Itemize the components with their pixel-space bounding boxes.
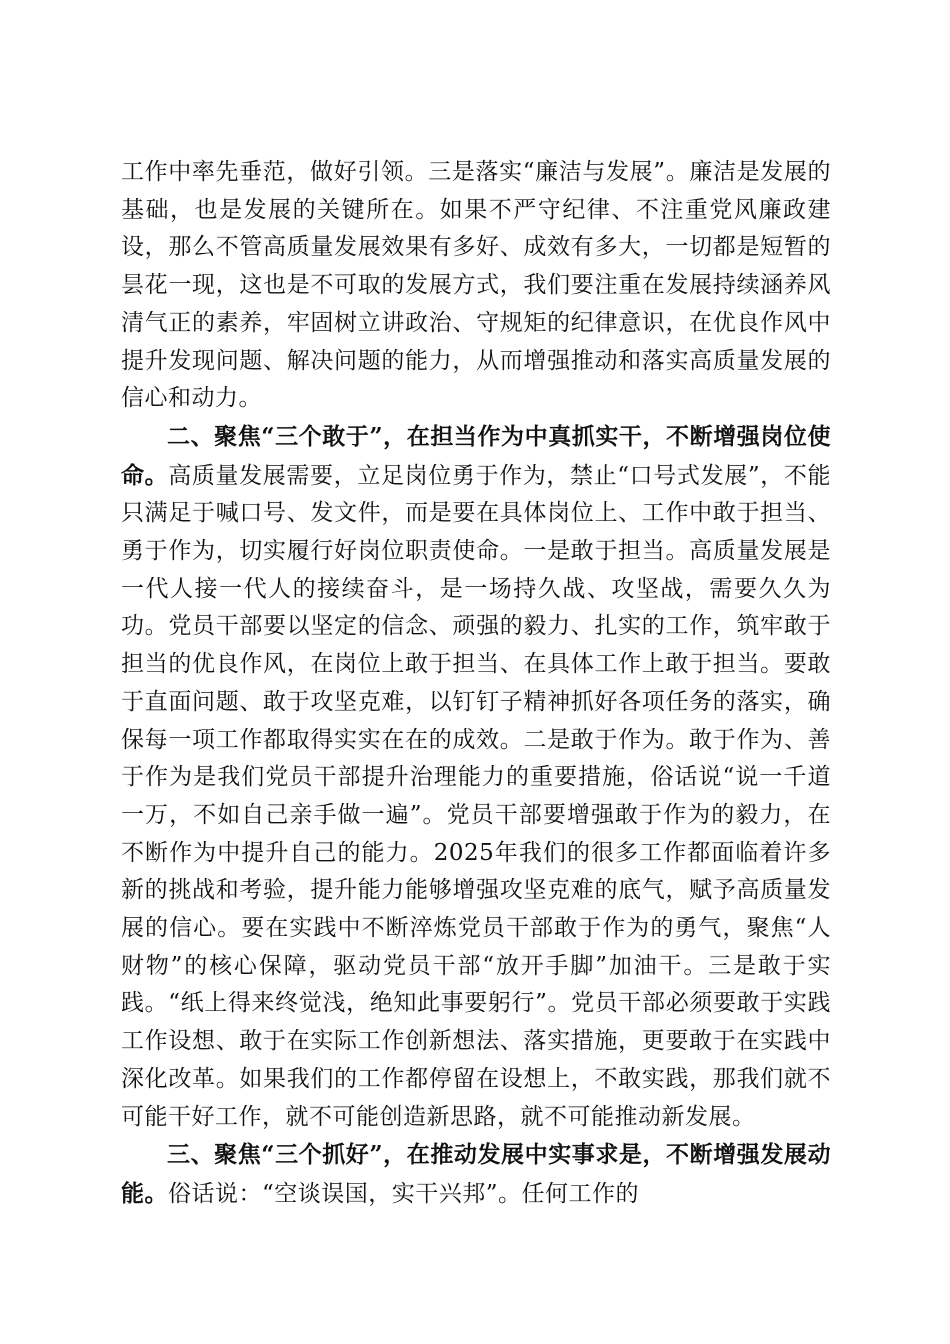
paragraph-text: 工作中率先垂范，做好引领。三是落实“廉洁与发展”。廉洁是发展的基础，也是发展的关键所在。如果不严守纪律、不注重党风廉政建设，那么不管高质量发展效果有多好、成效有多大，一切都是短暂的昙花一现，这也是不可取的发展方式，我们要注重在发展持续涵养风清气正的素养，牢固树立讲政治、守规矩的纪律意识，在优良作风中提升发现问题、解决问题的能力，从而增强推动和落实高质量发展的信心和动力。 xyxy=(121,159,831,412)
paragraph-section-2 xyxy=(121,418,831,1136)
document-body xyxy=(121,154,831,1214)
section-heading-2: 二、聚焦“三个敢于”，在担当作为中真抓实干，不断增强岗位使命。 xyxy=(121,422,831,489)
paragraph-text: 高质量发展需要，立足岗位勇于作为，禁止“口号式发展”，不能只满足于喊口号、发文件，而是要在具体岗位上、工作中敢于担当、勇于作为，切实履行好岗位职责使命。一是敢于担当。高质量发展是一代人接一代人的接续奋斗，是一场持久战、攻坚战，需要久久为功。党员干部要以坚定的信念、顽强的毅力、扎实的工作，筑牢敢于担当的优良作风，在岗位上敢于担当、在具体工作上敢于担当。要敢于直面问题、敢于攻坚克难，以钉钉子精神抓好各项任务的落实，确保每一项工作都取得实实在在的成效。二是敢于作为。敢于作为、善于作为是我们党员干部提升治理能力的重要措施，俗话说“说一千道一万，不如自己亲手做一遍”。党员干部要增强敢于作为的毅力，在不断作为中提升自己的能力。2025年我们的很多工作都面临着许多新的挑战和考验，提升能力能够增强攻坚克难的底气，赋予高质量发展的信心。要在实践中不断淬炼党员干部敢于作为的勇气，聚焦“人财物”的核心保障，驱动党员干部“放开手脚”加油干。三是敢于实践。“纸上得来终觉浅，绝知此事要躬行”。党员干部必须要敢于实践工作设想、敢于在实际工作创新想法、落实措施，更要敢于在实践中深化改革。如果我们的工作都停留在设想上，不敢实践，那我们就不可能干好工作，就不可能创造新思路，就不可能推动新发展。 xyxy=(121,462,831,1130)
paragraph-text: 俗话说：“空谈误国，实干兴邦”。任何工作的 xyxy=(168,1180,640,1207)
section-heading-3: 三、聚焦“三个抓好”，在推动发展中实事求是，不断增强发展动能。 xyxy=(121,1141,831,1207)
paragraph-section-3 xyxy=(121,1136,831,1213)
paragraph-continuation xyxy=(121,154,831,418)
